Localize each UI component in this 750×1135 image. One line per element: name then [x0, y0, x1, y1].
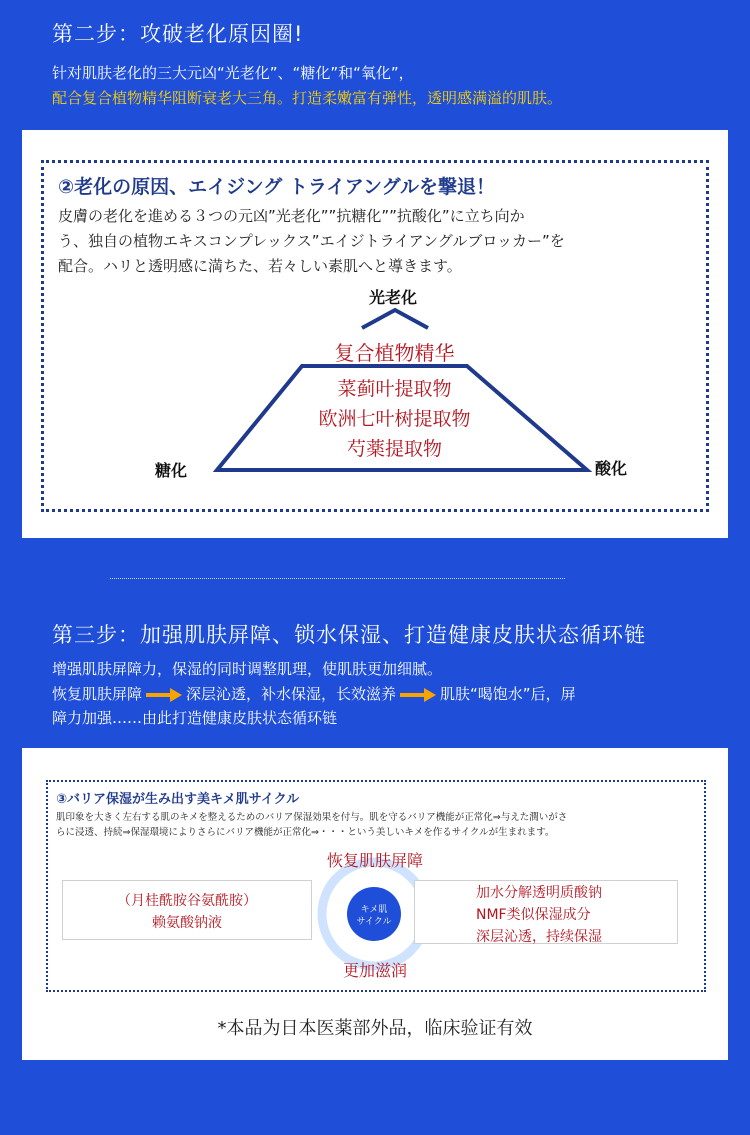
step3-line1: 增强肌肤屏障力，保湿的同时调整肌理，使肌肤更加细腻。 — [52, 660, 443, 678]
arrow-right-icon — [146, 688, 182, 702]
ingredient-3: 芍薬提取物 — [346, 438, 442, 460]
aging-triangle-card — [22, 130, 728, 538]
left-ingredient-1: （月桂酰胺谷氨酰胺） — [117, 893, 257, 909]
triangle-apex — [362, 310, 428, 328]
step3-line2-part2: 深层沁透，补水保湿，长效滋养 — [186, 685, 397, 703]
card1-body-line2: う、独自の植物エキスコンプレックス”エイジトライアングルブロッカー”を — [58, 232, 565, 250]
glycation-label: 糖化 — [155, 461, 188, 480]
right-ingredient-3: 深层沁透，持续保湿 — [476, 929, 602, 945]
right-ingredient-2: NMF类似保湿成分 — [476, 907, 591, 923]
ingredient-2: 欧洲七叶树提取物 — [318, 408, 471, 430]
card2-body-line1: 肌印象を大きく左右する肌のキメを整えるためのバリア保湿効果を付与。肌を守るバリア機能が正常化⇒与えた潤いがさ — [56, 812, 568, 823]
step2-line1: 针对肌肤老化的三大元凶“光老化”、“糖化”和“氧化”， — [52, 64, 414, 82]
barrier-recovery-label: 恢复肌肤屏障 — [326, 851, 423, 870]
right-ingredient-1: 加水分解透明质酸钠 — [476, 885, 602, 901]
light-aging-label: 光老化 — [369, 288, 418, 307]
card1-body-line1: 皮膚の老化を進める３つの元凶”光老化””抗糖化””抗酸化”に立ち向か — [58, 207, 525, 225]
step2-title: 第二步：攻破老化原因圈! — [52, 22, 304, 46]
cycle-center-label-2: サイクル — [356, 917, 392, 927]
left-ingredient-2: 赖氨酸钠液 — [152, 915, 222, 931]
step3-line2-part1: 恢复肌肤屏障 — [52, 685, 143, 703]
step2-line2: 配合复合植物精华阻断衰老大三角。打造柔嫩富有弹性，透明感满溢的肌肤。 — [52, 89, 563, 107]
card1-body-line3: 配合。ハリと透明感に満ちた、若々しい素肌へと導きます。 — [58, 257, 462, 275]
card2-body-line2: らに浸透、持続⇒保湿環境によりさらにバリア機能が正常化⇒・・・という美しいキメを作るサイクルが生まれます。 — [56, 827, 555, 838]
step3-title: 第三步：加强肌肤屏障、锁水保湿、打造健康皮肤状态循环链 — [52, 623, 646, 647]
more-moist-label: 更加滋润 — [342, 961, 407, 980]
arrow-right-icon — [400, 688, 436, 702]
ingredient-1: 菜蓟叶提取物 — [337, 378, 452, 400]
section-divider — [110, 578, 565, 579]
step3-line2 — [52, 683, 576, 704]
footer-note: *本品为日本医薬部外品，临床验证有效 — [217, 1018, 533, 1039]
compound-extract-title: 复合植物精华 — [334, 341, 455, 365]
oxidation-label: 酸化 — [595, 459, 628, 478]
cycle-center-label-1: キメ肌 — [360, 905, 388, 915]
barrier-cycle-card — [22, 748, 728, 1060]
step3-line3: 障力加强……由此打造健康皮肤状态循环链 — [52, 709, 338, 727]
card1-title: ②老化の原因、エイジング トライアングルを撃退！ — [58, 176, 495, 198]
card2-title: ③バリア保湿が生み出す美キメ肌サイクル — [56, 792, 300, 807]
step3-line2-part3: 肌肤“喝饱水”后，屏 — [440, 685, 576, 703]
